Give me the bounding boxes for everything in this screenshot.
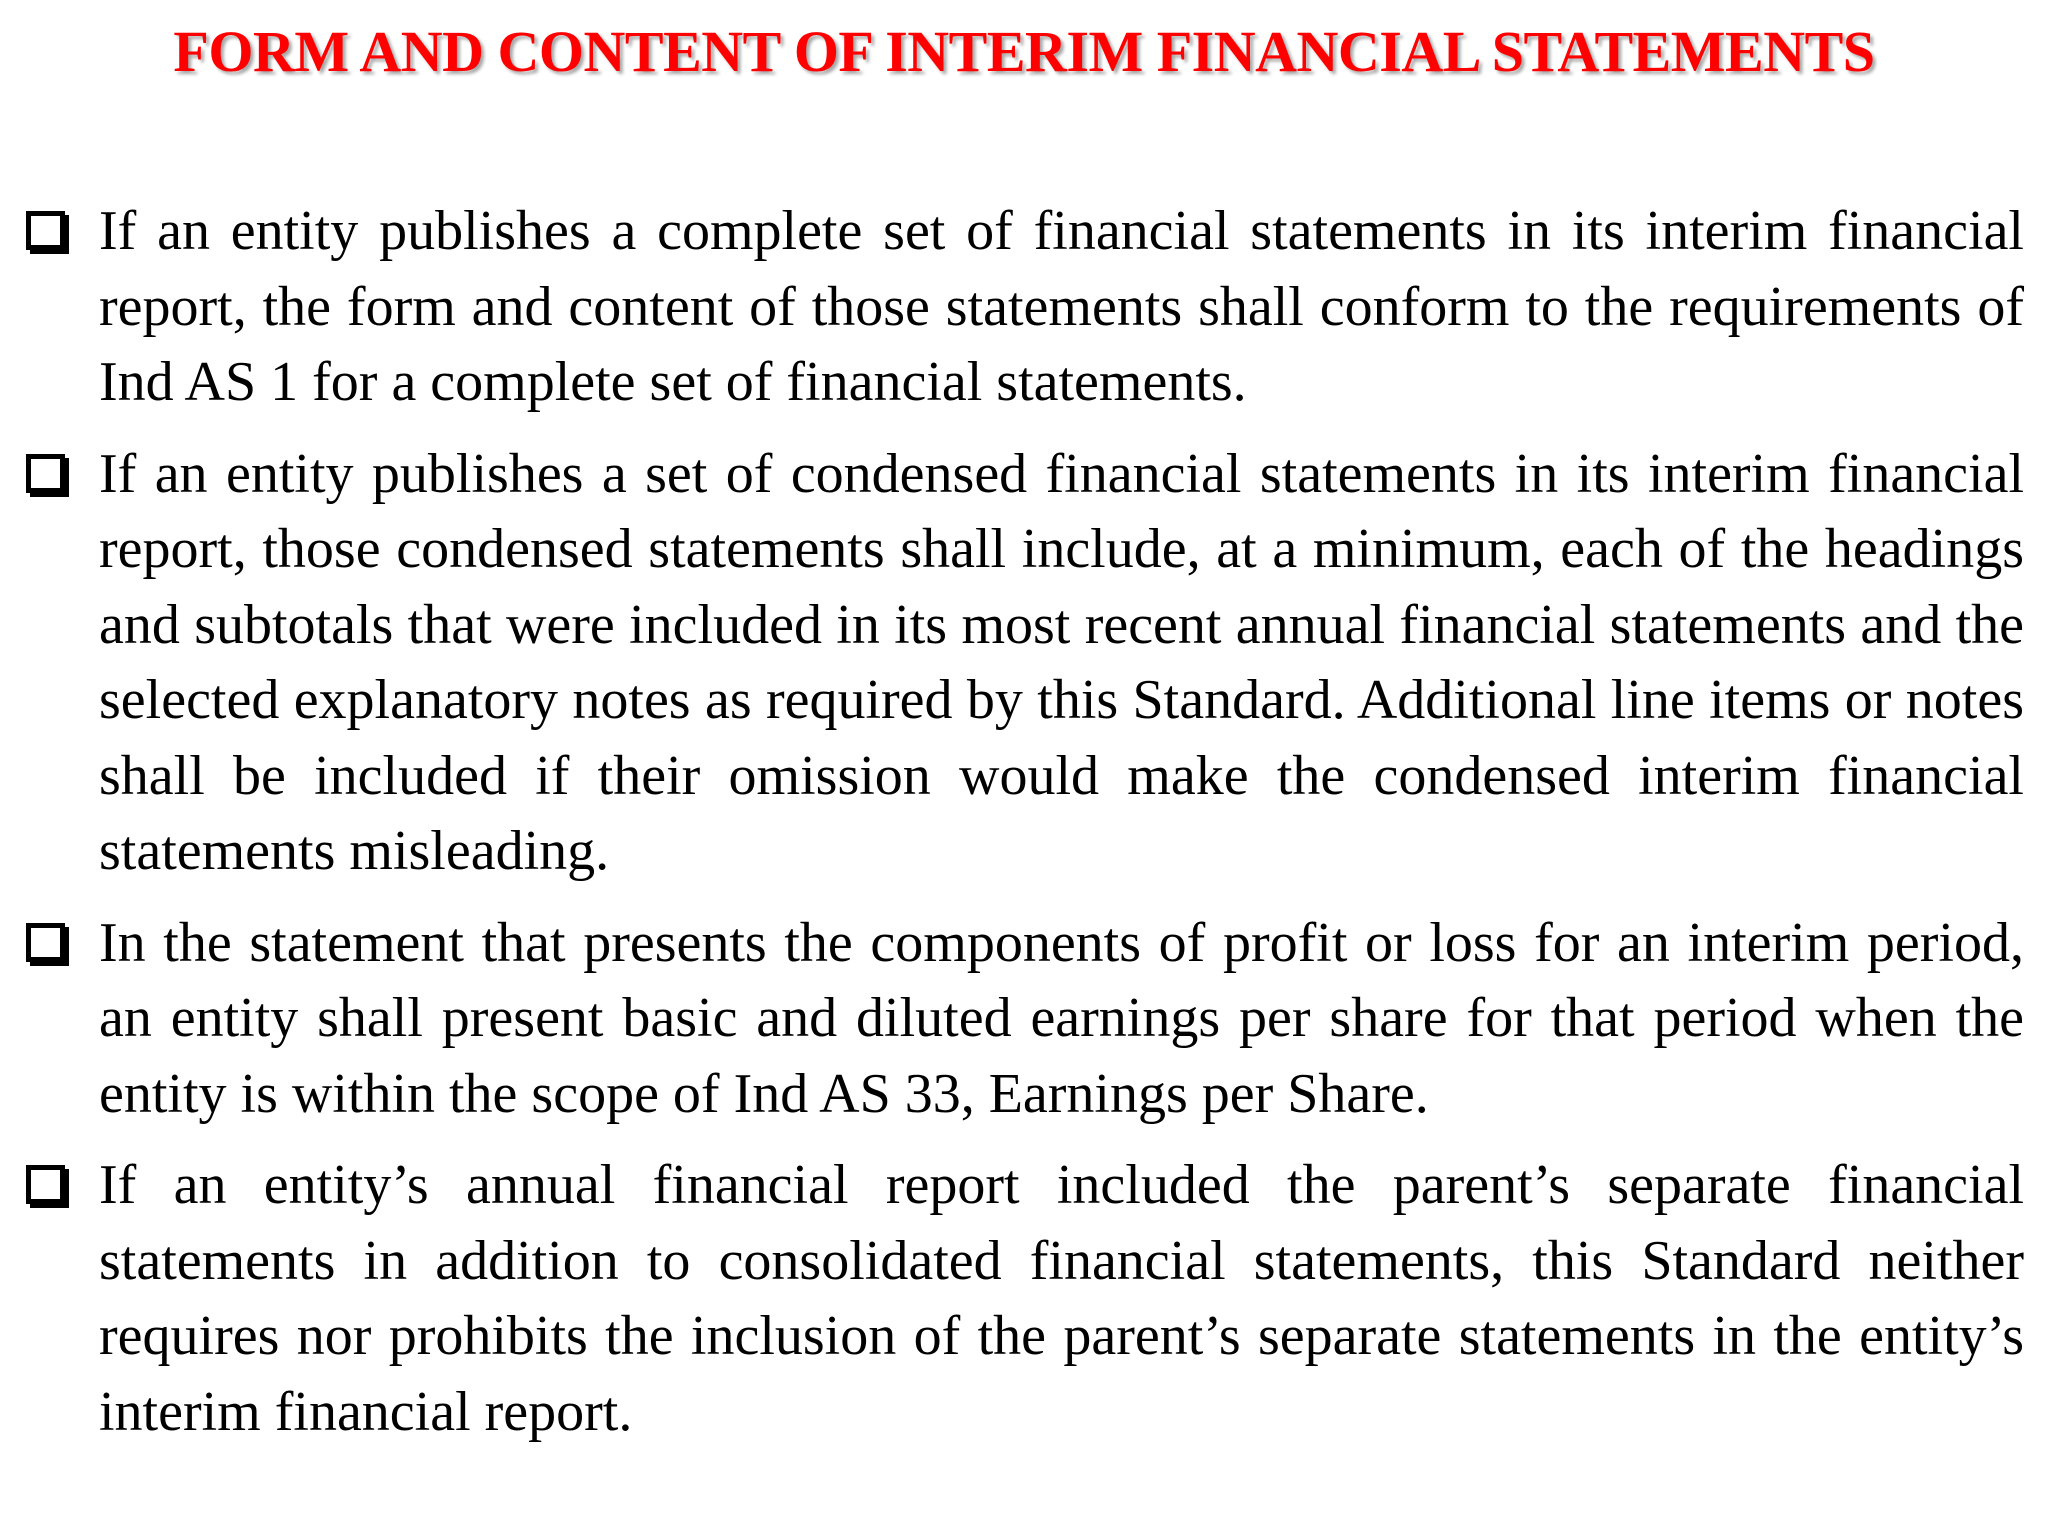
bullet-item bbox=[24, 194, 2024, 421]
bullet-item bbox=[24, 1148, 2024, 1450]
checkbox-square-icon bbox=[26, 923, 65, 962]
bullet-text: If an entity publishes a set of condensed financial statements in its interim financial report, those condensed statements shall include, at a minimum, each of the headings and subtotals that were included in its most recent annual financial statements and the selected explanatory notes as required by this Standard. Additional line items or notes shall be included if their omission would make the condensed interim financial statements misleading. bbox=[99, 442, 2024, 882]
bullet-list bbox=[24, 194, 2024, 1466]
checkbox-square-icon bbox=[26, 1165, 65, 1204]
bullet-text: If an entity publishes a complete set of financial statements in its interim financial report, the form and content of those statements shall conform to the requirements of Ind AS 1 for a complete set of financial statements. bbox=[99, 200, 2024, 413]
bullet-text: If an entity’s annual financial report included the parent’s separate financial statements in addition to consolidated financial statements, this Standard neither requires nor prohibits the inclusion of the parent’s separate statements in the entity’s interim financial report. bbox=[99, 1154, 2024, 1443]
bullet-item bbox=[24, 437, 2024, 890]
checkbox-square-icon bbox=[26, 454, 65, 493]
bullet-text: In the statement that presents the components of profit or loss for an interim period, an entity shall present basic and diluted earnings per share for that period when the entity is within the scope of Ind AS 33, Earnings per Share. bbox=[99, 911, 2024, 1125]
bullet-item bbox=[24, 906, 2024, 1133]
checkbox-square-icon bbox=[26, 211, 65, 250]
slide-title: FORM AND CONTENT OF INTERIM FINANCIAL STATEMENTS bbox=[173, 19, 1875, 84]
